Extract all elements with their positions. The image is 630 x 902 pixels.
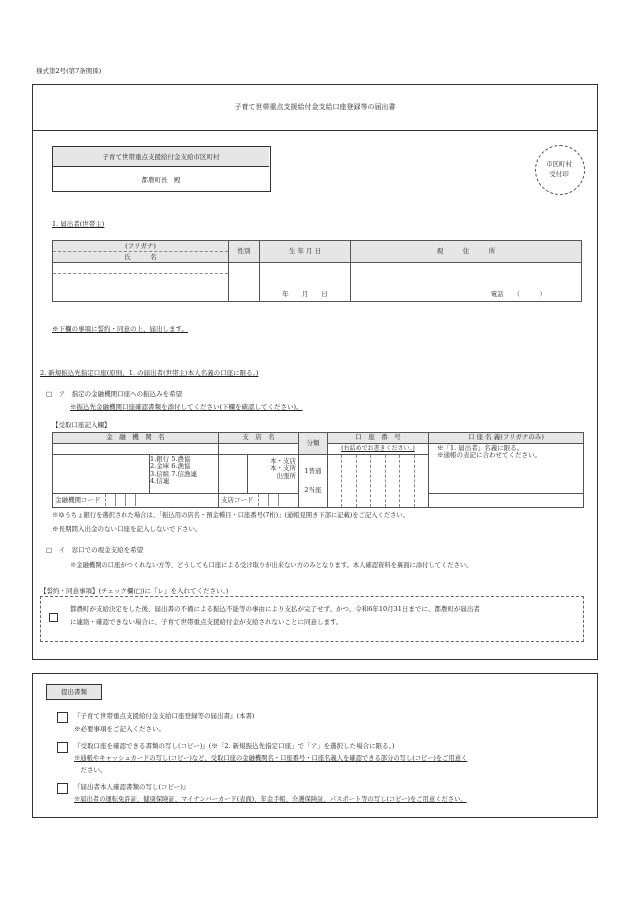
holder-input[interactable] [429,493,584,507]
name-header-cell [53,241,229,263]
doc3-checkbox[interactable] [57,783,68,794]
holder-header: 口 座 名 義(フリガナのみ) [429,433,584,444]
doc1-sub: ※必要事項をご記入ください。 [74,725,165,733]
name-input-cell[interactable] [53,263,229,302]
option-a[interactable]: □ ア 指定の金融機関口座への振込みを希望 [46,390,183,398]
title-divider [33,130,597,131]
doc1-checkbox[interactable] [57,712,68,723]
pledge-checkbox[interactable] [49,613,58,622]
holder-note-2: ※通帳の表記に合わせてください。 [437,451,541,460]
birthdate-input[interactable] [260,263,351,302]
branch-type-3: 出張所 [276,471,296,480]
section2-heading: 2. 新規振込先指定口座(原則、1. の届出者(世帯主)本人名義の口座に限る。) [40,369,259,377]
account-number-title: 口 座 番 号 [355,433,401,442]
account-type-cell[interactable] [299,455,328,508]
bank-header: 金 融 機 関 名 [53,433,219,444]
bank-type-2: 2.金庫 6.漁協 [150,462,191,471]
bank-name-input[interactable] [53,455,150,494]
doc2-checkbox[interactable] [57,742,68,753]
account-number-input[interactable] [328,455,429,508]
applicant-table [52,240,582,302]
gender-header: 性別 [229,241,260,263]
bank-type-list [150,455,219,494]
pledge-notice: ※下欄の事項に誓約・同意の上、届出します。 [52,325,188,333]
birthdate-header: 生 年 月 日 [260,241,351,263]
branch-code-cell[interactable] [219,493,299,507]
branch-header: 支 店 名 [219,433,299,444]
branch-code-label: 支店コード [221,496,254,505]
stamp-label-1: 市区町村 [546,160,572,168]
option-i[interactable]: □ イ 窓口での現金支給を希望 [46,546,144,554]
doc2-main: 『受取口座を確認できる書類の写し(コピー)』(※「2. 新規振込先指定口座」で「ア」を選択した場合に限る。) [74,742,395,750]
account-number-header [328,433,429,444]
account-number-subtitle: (右詰めでお書きください。) [328,444,429,455]
account-table-title: 【受取口座記入欄】 [52,421,111,429]
pledge-heading: 【誓約・同意事項】(チェック欄(□)に『レ』を入れてください。) [40,587,229,595]
bank-code-label: 金融機関コード [55,496,101,505]
option-a-note: ※振込先金融機関口座確認書類を添付してください(下欄を確認してください)。 [70,403,303,411]
type-header: 分類 [299,433,328,455]
birthdate-ymd: 年 月 日 [282,289,328,298]
doc2-sub-1: ※通帳やキャッシュカードの写し(コピー)など、受取口座の金融機関名・口座番号・口座名義人を確認できる部分の写し(コピー)をご用意く [74,755,468,762]
branch-type-1: 本・支店 [270,457,296,465]
addressee-line2: 都農町長 殿 [141,176,181,184]
form-number: 様式第2号(第7条関係) [36,67,102,75]
name-header: 氏 名 [124,253,157,261]
long-term-note: ※長期間入出金のない口座を記入しないで下さい。 [52,525,202,533]
holder-note-1: ※「1. 届出者」名義に限る。 [437,444,524,452]
branch-name-input[interactable] [219,455,248,494]
pledge-text-2: に連絡・確認できない場合に、子育て世帯重点支援給付金が支給されないことに同意します。 [70,618,343,626]
branch-type-2: 本・支所 [270,464,296,473]
stamp-label-2: 受付印 [549,170,569,178]
account-table [52,432,584,508]
branch-code-boxes[interactable] [258,494,287,506]
bank-type-3: 3.信組 7.信漁連 [150,469,197,478]
account-digit-boxes[interactable] [328,455,428,507]
documents-title: 提出書類 [61,688,87,696]
doc2-sub-2: ださい。 [74,766,107,774]
pledge-text-1: 都農町が支給決定をした後、届出書の不備による振込不能等の事由により支払が完了せず、かつ、令和6年10月31日までに、都農町が届出者 [70,605,480,613]
furigana-input[interactable] [53,263,228,274]
yucho-note: ※ゆうちょ銀行を選択された場合は、「振込用の店名・預金種目・口座番号(7桁)」(通帳見開き下部に記載)をご記入ください。 [52,512,410,519]
doc1-main: 『子育て世帯重点支援給付金支給口座登録等の届出書』(本書) [74,712,255,720]
address-header: 現 住 所 [351,241,582,263]
gender-input[interactable] [229,263,260,302]
address-input[interactable] [351,263,582,302]
furigana-header: (フリガナ) [53,241,228,252]
doc3-main: 『届出者本人確認書類の写し(コピー)』 [74,783,190,791]
bank-code-boxes[interactable] [105,494,146,506]
phone-label: 電話 （ ） [490,289,546,298]
page-title: 子育て世帯重点支援給付金支給口座登録等の届出書 [234,103,396,111]
holder-notes [429,444,584,494]
name-input[interactable] [53,274,228,301]
doc3-sub: ※届出者の運転免許証、健康保険証、マイナンバーカード(表面)、年金手帳、介護保険証、パスポート等の写し(コピー)をご用意ください。 [74,796,467,803]
bank-type-4: 4.信連 [150,477,170,486]
option-i-note: ※金融機関の口座がつくれない方等、どうしても口座による受け取りが出来ない方のみとなります。本人確認資料を裏面に添付してください。 [70,562,473,569]
bank-type-1: 1.銀行 5.農協 [150,455,191,463]
bank-code-cell[interactable] [53,493,219,507]
addressee-line1: 子育て世帯重点支援給付金支給市区町村 [102,153,220,161]
section1-heading: 1. 届出者(世帯主) [52,220,105,228]
account-type-1: 1普通 [304,466,322,475]
branch-type-list [248,455,299,494]
account-type-2: 2当座 [304,486,322,494]
